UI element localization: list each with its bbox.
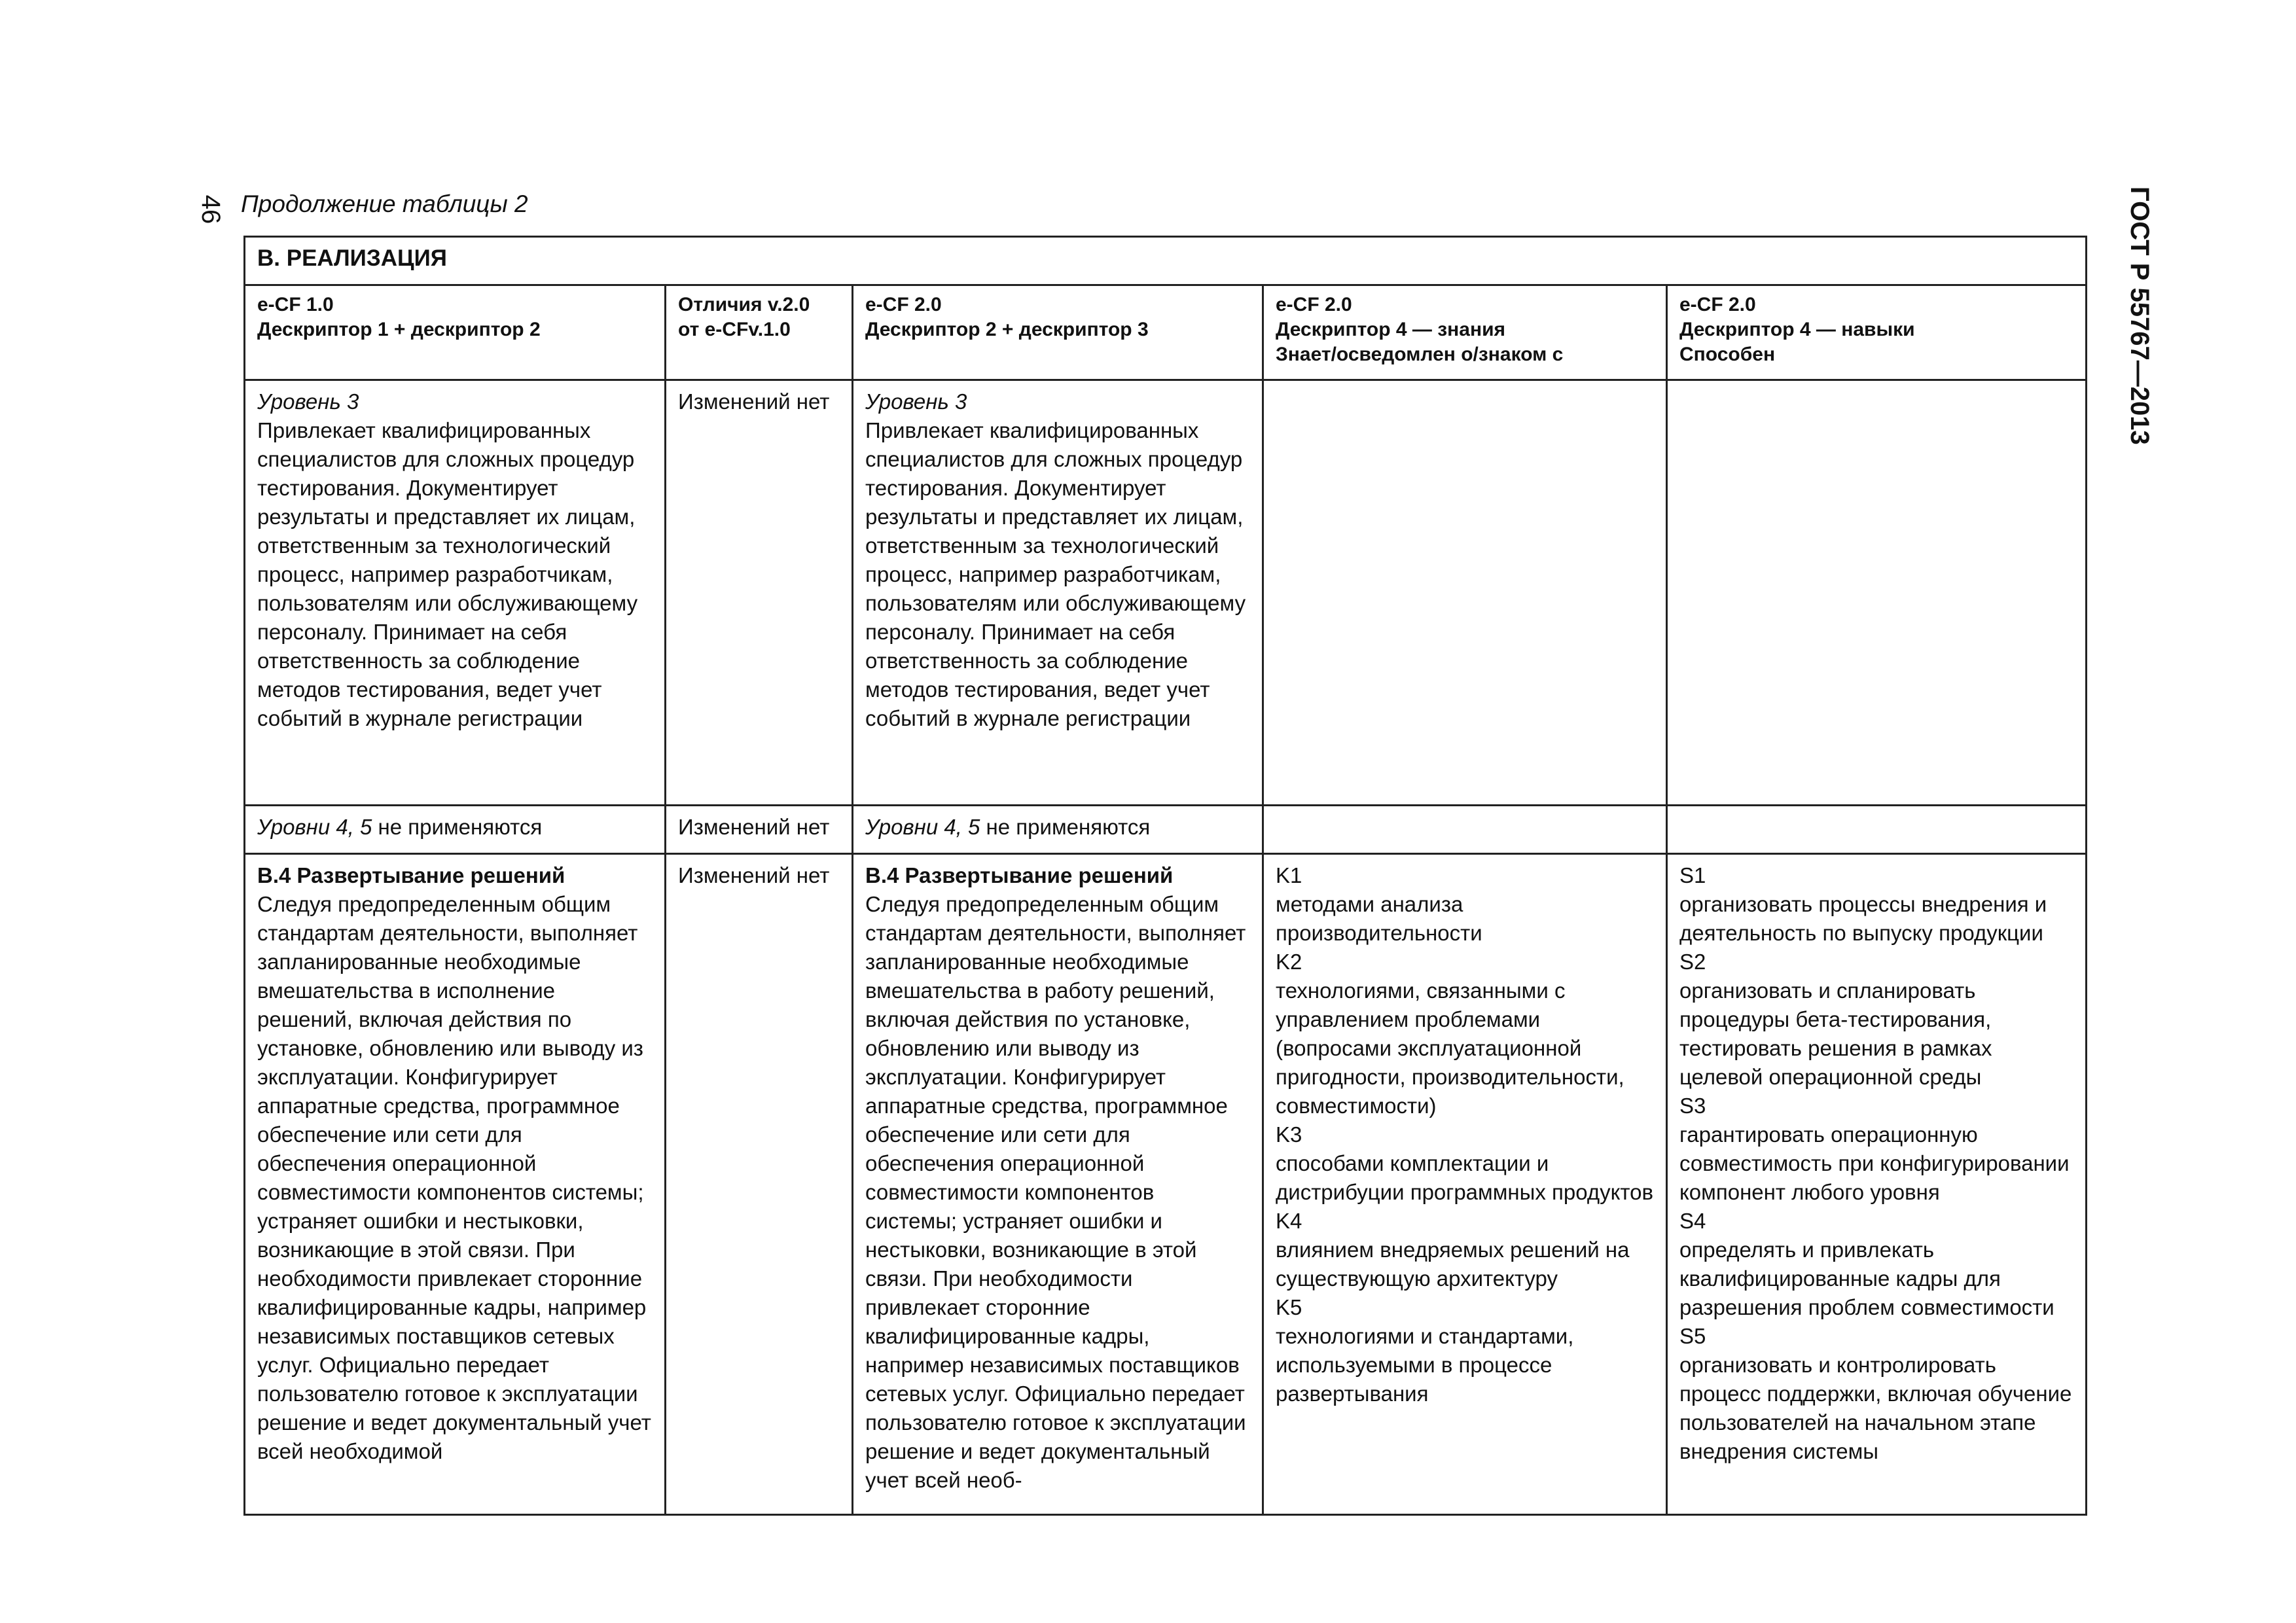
cell-ecf1-level3	[245, 380, 666, 806]
skill-code: S3	[1679, 1094, 1706, 1118]
levels-label: Уровни 4, 5	[865, 815, 980, 839]
skill-text: организовать и спланировать процедуры бета-тестирования, тестировать решения в рамках целевой операционной среды	[1679, 978, 1992, 1089]
skill-code: S2	[1679, 950, 1706, 974]
skill-code: S5	[1679, 1324, 1706, 1348]
knowledge-text: методами анализа производительности	[1276, 892, 1482, 945]
header-knowledge	[1263, 285, 1667, 380]
header-line: Знает/осведомлен о/знаком с	[1276, 344, 1564, 365]
knowledge-text: технологиями, связанными с управлением проблемами (вопросами эксплуатационной пригодности, производительности, совместимости)	[1276, 978, 1624, 1118]
knowledge-text: технологиями и стандартами, используемыми в процессе развертывания	[1276, 1324, 1574, 1406]
skill-code: S4	[1679, 1209, 1706, 1233]
header-line: от e-CFv.1.0	[678, 319, 791, 340]
knowledge-code: K1	[1276, 863, 1302, 887]
levels-label: Уровни 4, 5	[257, 815, 372, 839]
header-row	[245, 285, 2087, 380]
knowledge-text: способами комплектации и дистрибуции программных продуктов	[1276, 1151, 1654, 1204]
knowledge-code: K3	[1276, 1122, 1302, 1147]
levels-note: не применяются	[372, 815, 543, 839]
level-title: Уровень 3	[257, 389, 359, 414]
header-line: Способен	[1679, 344, 1776, 365]
cell-knowledge-levels45	[1263, 806, 1667, 854]
header-ecf1	[245, 285, 666, 380]
cell-ecf2-level3	[853, 380, 1263, 806]
section-title: B. РЕАЛИЗАЦИЯ	[245, 237, 2087, 285]
skill-text: организовать процессы внедрения и деятельность по выпуску продукции	[1679, 892, 2047, 945]
competence-description: Следуя предопределенным общим стандартам деятельности, выполняет запланированные необходимые вмешательства в работу решений, включая действия по установке, обновлению или выводу из эксплуатации. Конфигурирует аппаратные средства, программное обеспечение или сети для обеспечения операционной совместимости компонентов системы; устраняет ошибки и нестыковки, возникающие в этой связи. При необходимости привлекает сторонние квалифицированные кадры, например независимых поставщиков сетевых услуг. Официально передает пользователю готовое к эксплуатации решение и ведет документальный учет всей необ-	[865, 892, 1246, 1492]
level-title: Уровень 3	[865, 389, 967, 414]
cell-diff-levels45: Изменений нет	[666, 806, 853, 854]
cell-ecf1-levels45	[245, 806, 666, 854]
header-line: e-CF 2.0	[865, 294, 942, 315]
skill-text: гарантировать операционную совместимость при конфигурировании компонент любого уровня	[1679, 1122, 2070, 1204]
cell-diff-b4: Изменений нет	[666, 854, 853, 1515]
header-line: Дескриптор 4 — знания	[1276, 319, 1506, 340]
table-row-b4	[245, 854, 2087, 1515]
header-line: Дескриптор 2 + дескриптор 3	[865, 319, 1149, 340]
knowledge-text: влиянием внедряемых решений на существующую архитектуру	[1276, 1238, 1630, 1291]
cell-ecf2-b4	[853, 854, 1263, 1515]
competence-description: Следуя предопределенным общим стандартам деятельности, выполняет запланированные необходимые вмешательства в исполнение решений, включая действия по установке, обновлению или выводу из эксплуатации. Конфигурирует аппаратные средства, программное обеспечение или сети для обеспечения операционной совместимости компонентов системы; устраняет ошибки и нестыковки, возникающие в этой связи. При необходимости привлекает сторонние квалифицированные кадры, например независимых поставщиков сетевых услуг. Официально передает пользователю готовое к эксплуатации решение и ведет документальный учет всей необходимой	[257, 892, 651, 1463]
standard-code-text: ГОСТ Р 55767—2013	[2125, 187, 2154, 445]
cell-knowledge-level3	[1263, 380, 1667, 806]
header-skills	[1667, 285, 2087, 380]
standard-code	[2122, 187, 2161, 474]
knowledge-code: K2	[1276, 950, 1302, 974]
competence-title: B.4 Развертывание решений	[865, 863, 1174, 887]
cell-ecf1-b4	[245, 854, 666, 1515]
knowledge-code: K5	[1276, 1295, 1302, 1319]
knowledge-code: K4	[1276, 1209, 1302, 1233]
skill-code: S1	[1679, 863, 1706, 887]
header-line: e-CF 2.0	[1679, 294, 1756, 315]
header-diff	[666, 285, 853, 380]
skill-text: определять и привлекать квалифицированные кадры для разрешения проблем совместимости	[1679, 1238, 2054, 1319]
levels-note: не применяются	[980, 815, 1151, 839]
header-line: e-CF 2.0	[1276, 294, 1352, 315]
header-line: e-CF 1.0	[257, 294, 334, 315]
cell-ecf2-levels45	[853, 806, 1263, 854]
level-description: Привлекает квалифицированных специалистов для сложных процедур тестирования. Документирует результаты и представляет их лицам, ответственным за технологический процесс, например разработчикам, пользователям или обслуживающему персоналу. Принимает на себя ответственность за соблюдение методов тестирования, ведет учет событий в журнале регистрации	[257, 418, 638, 730]
cell-skills-b4	[1667, 854, 2087, 1515]
cell-skills-level3	[1667, 380, 2087, 806]
competence-title: B.4 Развертывание решений	[257, 863, 565, 887]
skill-text: организовать и контролировать процесс поддержки, включая обучение пользователей на начальном этапе внедрения системы	[1679, 1353, 2072, 1463]
header-line: Дескриптор 4 — навыки	[1679, 319, 1915, 340]
cell-diff-level3: Изменений нет	[666, 380, 853, 806]
cell-knowledge-b4	[1263, 854, 1667, 1515]
header-line: Отличия v.2.0	[678, 294, 810, 315]
competence-table	[243, 236, 2087, 1516]
table-row-level3	[245, 380, 2087, 806]
cell-skills-levels45	[1667, 806, 2087, 854]
table-caption: Продолжение таблицы 2	[241, 190, 528, 217]
header-ecf2	[853, 285, 1263, 380]
header-line: Дескриптор 1 + дескриптор 2	[257, 319, 541, 340]
level-description: Привлекает квалифицированных специалистов для сложных процедур тестирования. Документирует результаты и представляет их лицам, ответственным за технологический процесс, например разработчикам, пользователям или обслуживающему персоналу. Принимает на себя ответственность за соблюдение методов тестирования, ведет учет событий в журнале регистрации	[865, 418, 1246, 730]
section-row	[245, 237, 2087, 285]
table-row-levels45	[245, 806, 2087, 854]
page-number: 46	[196, 194, 225, 224]
